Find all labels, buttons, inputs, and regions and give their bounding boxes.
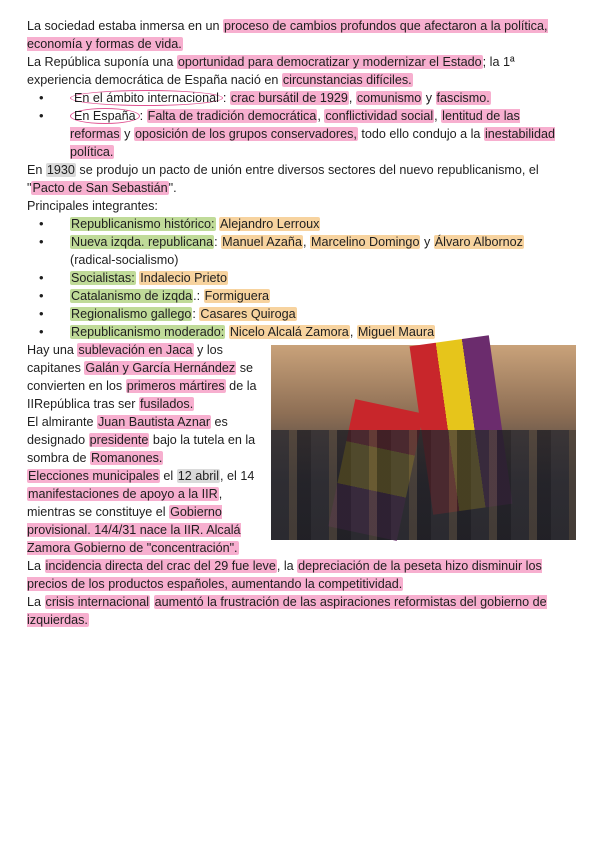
highlight: Gobierno provisional. 14/4/31 nace la IIR. Alcalá Zamora Gobierno de "concentración". bbox=[27, 505, 241, 555]
highlight: circunstancias difíciles. bbox=[282, 73, 412, 87]
text: , bbox=[434, 109, 442, 123]
text: y bbox=[422, 91, 436, 105]
highlight: conflictividad social bbox=[325, 109, 434, 123]
person-name: Alejandro Lerroux bbox=[220, 217, 320, 231]
circled-text: En el ámbito internacional bbox=[70, 90, 223, 106]
highlight: crac bursátil de 1929 bbox=[230, 91, 348, 105]
crash-paragraph bbox=[27, 557, 572, 593]
highlight: Falta de tradición democrática bbox=[147, 109, 317, 123]
highlight: sublevación en Jaca bbox=[78, 343, 193, 357]
group-name: Catalanismo de izqda bbox=[71, 289, 193, 303]
highlight: aumentó la frustración de las aspiraciones reformistas del gobierno de izquierdas. bbox=[27, 595, 547, 627]
highlight: 1930 bbox=[46, 163, 75, 177]
text: La bbox=[27, 559, 45, 573]
text: ; la 1ª experiencia democrática de España nació en bbox=[27, 55, 515, 87]
text: La sociedad estaba inmersa en un bbox=[27, 19, 224, 33]
text: se convierten en los bbox=[27, 361, 254, 393]
highlight: depreciación de la peseta hizo disminuir los precios de los productos españoles, aumentando la competitividad. bbox=[27, 559, 542, 591]
text: todo ello condujo a la bbox=[357, 127, 484, 141]
document-page bbox=[27, 17, 572, 629]
highlight: incidencia directa del crac del 29 fue leve bbox=[45, 559, 276, 573]
person-name: Indalecio Prieto bbox=[140, 271, 228, 285]
text: se produjo un pacto de unión entre diversos sectores del nuevo republicanismo, el " bbox=[27, 163, 539, 195]
list-item bbox=[27, 107, 572, 161]
list-item bbox=[27, 89, 572, 107]
highlight: oportunidad para democratizar y modernizar el Estado bbox=[177, 55, 482, 69]
members-heading: Principales integrantes: bbox=[27, 199, 158, 213]
republic-paragraph bbox=[27, 53, 572, 89]
list-item bbox=[27, 305, 572, 323]
list-item: • Republicanismo moderado: Nicelo Alcalá Zamora, Miguel Maura bbox=[27, 323, 572, 341]
text: , el 14 bbox=[220, 469, 255, 483]
highlight: manifestaciones de apoyo a la IIR bbox=[28, 487, 218, 501]
text: .: bbox=[193, 289, 204, 303]
circled-text: En España bbox=[70, 108, 140, 124]
highlight: proceso de cambios profundos que afectaron a la política, economía y formas de vida. bbox=[27, 19, 548, 51]
text: es designado bbox=[27, 415, 228, 447]
highlight: Pacto de San Sebastián bbox=[32, 181, 168, 195]
person-name: Miguel Maura bbox=[357, 325, 435, 339]
highlight: presidente bbox=[89, 433, 149, 447]
text: : bbox=[214, 235, 222, 249]
text: Hay una bbox=[27, 343, 78, 357]
list-item bbox=[27, 269, 572, 287]
text: y los capitanes bbox=[27, 343, 223, 375]
text: , bbox=[317, 109, 325, 123]
text: y bbox=[120, 127, 134, 141]
text-with-photo bbox=[27, 341, 572, 557]
highlight: comunismo bbox=[356, 91, 422, 105]
highlight: oposición de los grupos conservadores, bbox=[134, 127, 357, 141]
person-name: Marcelino Domingo bbox=[310, 235, 420, 249]
pact-paragraph bbox=[27, 161, 572, 197]
text: La bbox=[27, 595, 45, 609]
person-name: Casares Quiroga bbox=[200, 307, 296, 321]
text: , la bbox=[276, 559, 298, 573]
group-name: Republicanismo moderado: bbox=[71, 325, 225, 339]
text: : bbox=[192, 307, 200, 321]
highlight: Galán y García Hernández bbox=[85, 361, 236, 375]
text: el bbox=[159, 469, 177, 483]
highlight: inestabilidad política. bbox=[70, 127, 555, 159]
crowd bbox=[271, 430, 576, 540]
text: , mientras se constituye el bbox=[27, 487, 223, 519]
context-list bbox=[27, 89, 572, 161]
group-name: Socialistas: bbox=[71, 271, 135, 285]
republic-proclamation-painting bbox=[271, 345, 576, 540]
highlight: 12 abril bbox=[177, 469, 220, 483]
members-list bbox=[27, 215, 572, 341]
list-item: • Nueva izqda. republicana: Manuel Azaña, Marcelino Domingo y Álvaro Albornoz (radical-socialismo) bbox=[27, 233, 572, 269]
highlight: primeros mártires bbox=[126, 379, 225, 393]
person-name: Formiguera bbox=[204, 289, 270, 303]
group-name: Republicanismo histórico: bbox=[71, 217, 215, 231]
person-name: Álvaro Albornoz bbox=[434, 235, 523, 249]
highlight: fusilados. bbox=[140, 397, 194, 411]
highlight: Romanones. bbox=[91, 451, 163, 465]
list-item bbox=[27, 287, 572, 305]
text: de la IIRepública tras ser bbox=[27, 379, 257, 411]
text: (radical-socialismo) bbox=[70, 253, 179, 267]
text: : bbox=[139, 109, 147, 123]
crisis-paragraph bbox=[27, 593, 572, 629]
group-name: Regionalismo gallego bbox=[71, 307, 192, 321]
highlight: fascismo. bbox=[436, 91, 490, 105]
intro-paragraph bbox=[27, 17, 572, 53]
person-name: Nicelo Alcalá Zamora bbox=[229, 325, 349, 339]
highlight: crisis internacional bbox=[45, 595, 150, 609]
text: En bbox=[27, 163, 46, 177]
text: La República suponía una bbox=[27, 55, 177, 69]
group-name: Nueva izqda. republicana bbox=[71, 235, 214, 249]
text: : bbox=[222, 91, 230, 105]
text: ". bbox=[168, 181, 177, 195]
highlight: Elecciones municipales bbox=[28, 469, 159, 483]
text: El almirante bbox=[27, 415, 97, 429]
text: bajo la tutela en la sombra de bbox=[27, 433, 256, 465]
events-column bbox=[27, 341, 257, 557]
highlight: lentitud de las reformas bbox=[70, 109, 520, 141]
list-item bbox=[27, 215, 572, 233]
text: , bbox=[348, 91, 356, 105]
highlight: Juan Bautista Aznar bbox=[98, 415, 211, 429]
person-name: Manuel Azaña bbox=[222, 235, 302, 249]
